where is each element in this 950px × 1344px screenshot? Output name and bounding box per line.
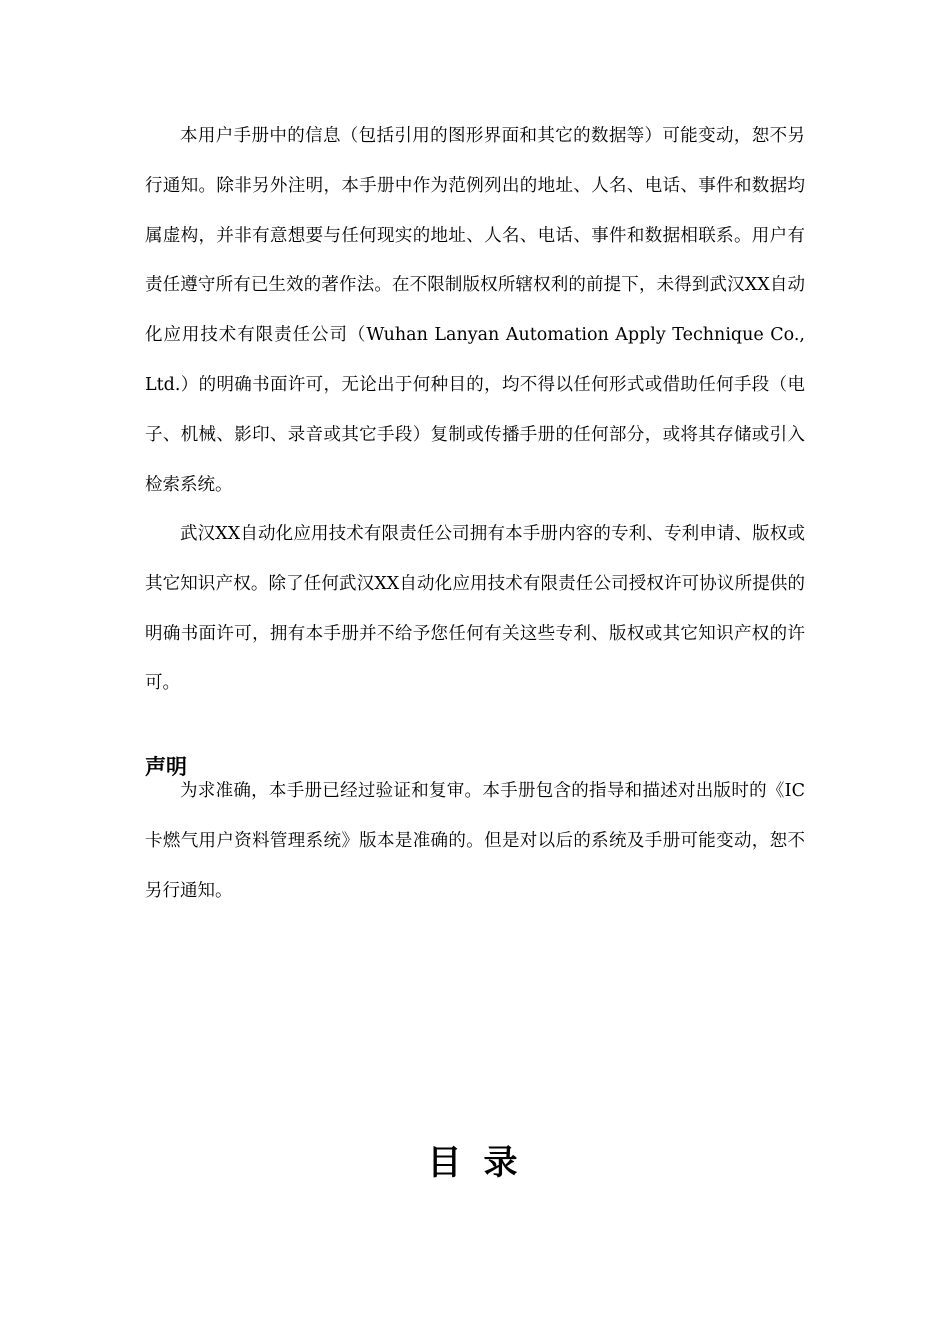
ip-rights-paragraph: 武汉XX自动化应用技术有限责任公司拥有本手册内容的专利、专利申请、版权或其它知识产权。除了任何武汉XX自动化应用技术有限责任公司授权许可协议所提供的明确书面许可，拥有本手册并不给予您任何有关这些专利、版权或其它知识产权的许可。	[145, 524, 805, 694]
declaration-heading: 声明	[145, 755, 187, 779]
declaration-paragraph: 为求准确，本手册已经过验证和复审。本手册包含的指导和描述对出版时的《IC卡燃气用户资料管理系统》版本是准确的。但是对以后的系统及手册可能变动，恕不另行通知。	[145, 781, 805, 901]
copyright-paragraph: 本用户手册中的信息（包括引用的图形界面和其它的数据等）可能变动，恕不另行通知。除非另外注明，本手册中作为范例列出的地址、人名、电话、事件和数据均属虚构，并非有意想要与任何现实的地址、人名、电话、事件和数据相联系。用户有责任遵守所有已生效的著作法。在不限制版权所辖权利的前提下，未得到武汉XX自动化应用技术有限责任公司（Wuhan Lanyan Automation Apply Technique Co., Ltd.）的明确书面许可，无论出于何种目的，均不得以任何形式或借助任何手段（电子、机械、影印、录音或其它手段）复制或传播手册的任何部分，或将其存储或引入检索系统。	[145, 126, 805, 495]
table-of-contents-heading: 目 录	[427, 1143, 523, 1183]
